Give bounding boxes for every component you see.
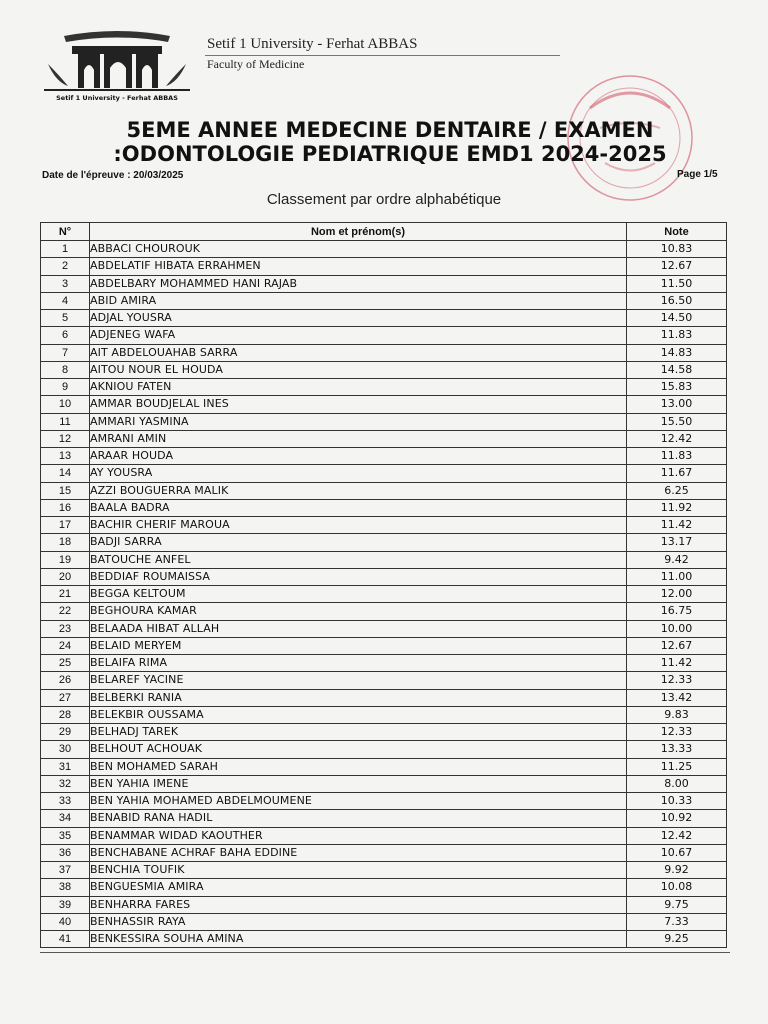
student-name: BEN YAHIA IMENE: [90, 775, 627, 792]
table-row: [41, 482, 727, 499]
page-number: Page 1/5: [677, 169, 718, 180]
student-grade: 14.83: [627, 344, 727, 361]
row-number: 41: [41, 931, 90, 948]
student-name: BELAADA HIBAT ALLAH: [90, 620, 627, 637]
row-number: 1: [41, 241, 90, 258]
row-number: 28: [41, 706, 90, 723]
row-number: 18: [41, 534, 90, 551]
row-number: 9: [41, 379, 90, 396]
table-row: [41, 275, 727, 292]
student-grade: 11.83: [627, 327, 727, 344]
table-row: [41, 568, 727, 585]
row-number: 36: [41, 844, 90, 861]
student-name: BADJI SARRA: [90, 534, 627, 551]
row-number: 17: [41, 517, 90, 534]
table-row: [41, 758, 727, 775]
student-name: ABBACI CHOUROUK: [90, 241, 627, 258]
table-row: [41, 258, 727, 275]
student-name: BATOUCHE ANFEL: [90, 551, 627, 568]
student-name: BELBERKI RANIA: [90, 689, 627, 706]
student-grade: 9.92: [627, 862, 727, 879]
faculty-name: Faculty of Medicine: [207, 57, 305, 71]
table-row: [41, 413, 727, 430]
row-number: 3: [41, 275, 90, 292]
row-number: 16: [41, 499, 90, 516]
table-row: [41, 534, 727, 551]
table-row: [41, 793, 727, 810]
row-number: 37: [41, 862, 90, 879]
row-number: 30: [41, 741, 90, 758]
row-number: 33: [41, 793, 90, 810]
student-name: ADJENEG WAFA: [90, 327, 627, 344]
row-number: 4: [41, 292, 90, 309]
student-grade: 15.50: [627, 413, 727, 430]
row-number: 19: [41, 551, 90, 568]
student-grade: 11.92: [627, 499, 727, 516]
row-number: 12: [41, 430, 90, 447]
row-number: 25: [41, 655, 90, 672]
student-grade: 8.00: [627, 775, 727, 792]
row-number: 11: [41, 413, 90, 430]
university-name: Setif 1 University - Ferhat ABBAS: [207, 36, 418, 52]
student-name: BENHARRA FARES: [90, 896, 627, 913]
student-grade: 11.42: [627, 517, 727, 534]
student-grade: 11.50: [627, 275, 727, 292]
table-row: [41, 517, 727, 534]
student-grade: 16.50: [627, 292, 727, 309]
student-name: AIT ABDELOUAHAB SARRA: [90, 344, 627, 361]
table-row: [41, 637, 727, 654]
student-grade: 10.67: [627, 844, 727, 861]
table-row: [41, 931, 727, 948]
table-header-row: [41, 223, 727, 241]
table-row: [41, 292, 727, 309]
table-row: [41, 879, 727, 896]
row-number: 2: [41, 258, 90, 275]
table-row: [41, 689, 727, 706]
student-name: ARAAR HOUDA: [90, 448, 627, 465]
table-row: [41, 448, 727, 465]
table-row: [41, 620, 727, 637]
row-number: 20: [41, 568, 90, 585]
svg-text:Setif 1 University - Ferhat AB: Setif 1 University - Ferhat ABBAS: [56, 94, 178, 102]
table-row: [41, 586, 727, 603]
student-name: AZZI BOUGUERRA MALIK: [90, 482, 627, 499]
student-name: BENABID RANA HADIL: [90, 810, 627, 827]
row-number: 29: [41, 724, 90, 741]
student-grade: 6.25: [627, 482, 727, 499]
student-grade: 12.67: [627, 258, 727, 275]
row-number: 21: [41, 586, 90, 603]
student-name: ABDELBARY MOHAMMED HANI RAJAB: [90, 275, 627, 292]
row-number: 15: [41, 482, 90, 499]
table-row: [41, 844, 727, 861]
exam-title-line1: 5EME ANNEE MEDECINE DENTAIRE / EXAMEN: [126, 118, 654, 142]
student-grade: 7.33: [627, 913, 727, 930]
student-grade: 14.58: [627, 361, 727, 378]
student-name: BEN YAHIA MOHAMED ABDELMOUMENE: [90, 793, 627, 810]
student-grade: 10.33: [627, 793, 727, 810]
student-grade: 10.08: [627, 879, 727, 896]
student-name: ABDELATIF HIBATA ERRAHMEN: [90, 258, 627, 275]
student-grade: 13.33: [627, 741, 727, 758]
student-name: BENHASSIR RAYA: [90, 913, 627, 930]
header-name: Nom et prénom(s): [90, 223, 627, 241]
row-number: 23: [41, 620, 90, 637]
table-row: [41, 913, 727, 930]
student-grade: 12.33: [627, 724, 727, 741]
row-number: 34: [41, 810, 90, 827]
header-divider: [205, 55, 560, 56]
header-note: Note: [627, 223, 727, 241]
student-name: BELHADJ TAREK: [90, 724, 627, 741]
table-row: [41, 396, 727, 413]
table-row: [41, 655, 727, 672]
student-grade: 9.25: [627, 931, 727, 948]
row-number: 38: [41, 879, 90, 896]
student-name: BEGHOURA KAMAR: [90, 603, 627, 620]
student-name: BEDDIAF ROUMAISSA: [90, 568, 627, 585]
student-grade: 13.00: [627, 396, 727, 413]
student-grade: 13.17: [627, 534, 727, 551]
table-row: [41, 724, 727, 741]
student-grade: 11.42: [627, 655, 727, 672]
student-grade: 14.50: [627, 310, 727, 327]
table-row: [41, 775, 727, 792]
student-grade: 12.42: [627, 827, 727, 844]
row-number: 39: [41, 896, 90, 913]
student-grade: 10.00: [627, 620, 727, 637]
student-name: AMMARI YASMINA: [90, 413, 627, 430]
row-number: 40: [41, 913, 90, 930]
exam-title-line2: :ODONTOLOGIE PEDIATRIQUE EMD1 2024-2025: [113, 142, 667, 166]
student-name: BELAREF YACINE: [90, 672, 627, 689]
row-number: 31: [41, 758, 90, 775]
ranking-subtitle: Classement par ordre alphabétique: [266, 191, 502, 208]
row-number: 24: [41, 637, 90, 654]
row-number: 5: [41, 310, 90, 327]
table-row: [41, 706, 727, 723]
table-row: [41, 361, 727, 378]
student-name: BENKESSIRA SOUHA AMINA: [90, 931, 627, 948]
table-row: [41, 430, 727, 447]
table-row: [41, 327, 727, 344]
student-name: AKNIOU FATEN: [90, 379, 627, 396]
student-name: AITOU NOUR EL HOUDA: [90, 361, 627, 378]
student-name: BELAID MERYEM: [90, 637, 627, 654]
student-grade: 11.83: [627, 448, 727, 465]
row-number: 14: [41, 465, 90, 482]
student-name: BELAIFA RIMA: [90, 655, 627, 672]
table-row: [41, 344, 727, 361]
student-name: BENGUESMIA AMIRA: [90, 879, 627, 896]
student-grade: 9.83: [627, 706, 727, 723]
exam-date: Date de l'épreuve : 20/03/2025: [42, 170, 184, 181]
student-grade: 16.75: [627, 603, 727, 620]
student-grade: 15.83: [627, 379, 727, 396]
row-number: 13: [41, 448, 90, 465]
row-number: 7: [41, 344, 90, 361]
table-row: [41, 379, 727, 396]
student-name: BENAMMAR WIDAD KAOUTHER: [90, 827, 627, 844]
table-row: [41, 603, 727, 620]
student-grade: 10.92: [627, 810, 727, 827]
university-logo: [42, 22, 192, 104]
student-grade: 11.67: [627, 465, 727, 482]
footer-divider: [40, 952, 730, 953]
student-name: BAALA BADRA: [90, 499, 627, 516]
table-row: [41, 827, 727, 844]
table-row: [41, 465, 727, 482]
student-grade: 12.33: [627, 672, 727, 689]
row-number: 35: [41, 827, 90, 844]
student-name: BENCHABANE ACHRAF BAHA EDDINE: [90, 844, 627, 861]
student-name: AMMAR BOUDJELAL INES: [90, 396, 627, 413]
row-number: 27: [41, 689, 90, 706]
table-row: [41, 241, 727, 258]
row-number: 22: [41, 603, 90, 620]
student-grade: 11.25: [627, 758, 727, 775]
table-row: [41, 310, 727, 327]
student-grade: 12.00: [627, 586, 727, 603]
student-name: BEN MOHAMED SARAH: [90, 758, 627, 775]
student-grade: 13.42: [627, 689, 727, 706]
student-name: ABID AMIRA: [90, 292, 627, 309]
table-row: [41, 896, 727, 913]
table-row: [41, 672, 727, 689]
student-grade: 12.42: [627, 430, 727, 447]
student-name: BELHOUT ACHOUAK: [90, 741, 627, 758]
table-row: [41, 741, 727, 758]
row-number: 32: [41, 775, 90, 792]
student-grade: 11.00: [627, 568, 727, 585]
student-grade: 10.83: [627, 241, 727, 258]
student-name: AMRANI AMIN: [90, 430, 627, 447]
table-row: [41, 551, 727, 568]
student-name: BEGGA KELTOUM: [90, 586, 627, 603]
student-grade: 9.75: [627, 896, 727, 913]
row-number: 8: [41, 361, 90, 378]
table-row: [41, 862, 727, 879]
header-number: N°: [41, 223, 90, 241]
row-number: 26: [41, 672, 90, 689]
row-number: 10: [41, 396, 90, 413]
student-name: BENCHIA TOUFIK: [90, 862, 627, 879]
student-grade: 9.42: [627, 551, 727, 568]
student-name: BELEKBIR OUSSAMA: [90, 706, 627, 723]
student-name: AY YOUSRA: [90, 465, 627, 482]
student-name: ADJAL YOUSRA: [90, 310, 627, 327]
grades-table: [40, 222, 727, 948]
table-row: [41, 810, 727, 827]
student-grade: 12.67: [627, 637, 727, 654]
student-name: BACHIR CHERIF MAROUA: [90, 517, 627, 534]
row-number: 6: [41, 327, 90, 344]
table-row: [41, 499, 727, 516]
